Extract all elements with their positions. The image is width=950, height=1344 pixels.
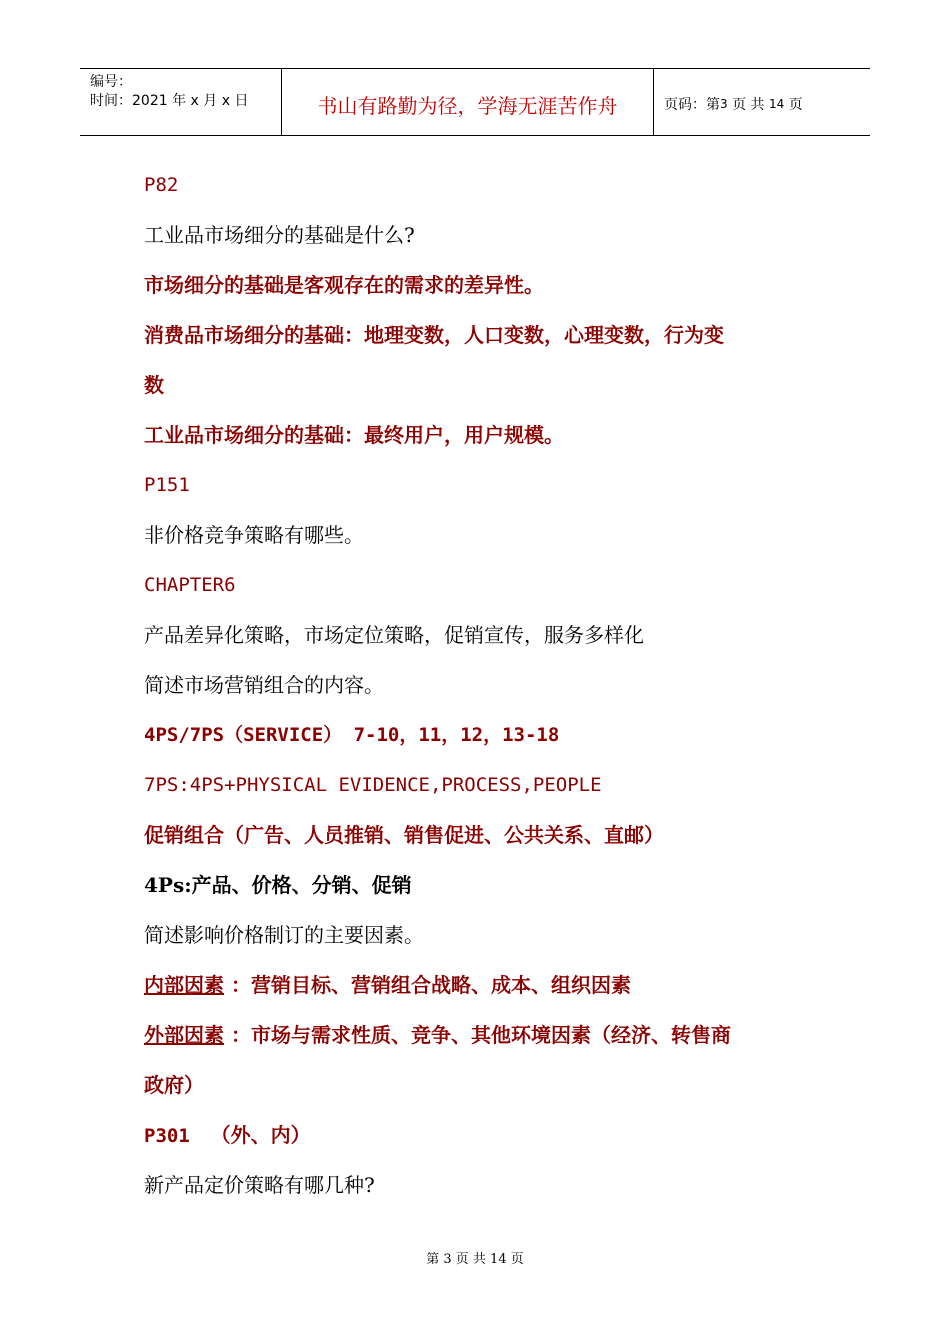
page-total: 14 xyxy=(769,97,785,111)
page-prefix: 页码：第 xyxy=(664,97,720,113)
question-text: 非价格竞争策略有哪些。 xyxy=(144,523,364,547)
header-motto: 书山有路勤为径，学海无涯苦作舟 xyxy=(282,69,654,135)
document-body xyxy=(144,160,814,1210)
time-label: 时间：2021 年 x 月 x 日 xyxy=(90,93,249,109)
answer-text: 数 xyxy=(144,373,164,397)
answer-text: 工业品市场细分的基础：最终用户，用户规模。 xyxy=(144,423,564,447)
chapter-ref: CHAPTER6 xyxy=(144,574,236,596)
answer-line-external xyxy=(144,1010,814,1060)
question-text: 新产品定价策略有哪几种? xyxy=(144,1173,375,1197)
page-ref-p151: P151 xyxy=(144,474,190,496)
answer-line-internal xyxy=(144,960,814,1010)
answer-plain-text: 产品差异化策略，市场定位策略，促销宣传，服务多样化 xyxy=(144,623,644,647)
page-ref-p82: P82 xyxy=(144,174,179,196)
question-text: 简述市场营销组合的内容。 xyxy=(144,673,384,697)
answer-text: 市场细分的基础是客观存在的需求的差异性。 xyxy=(144,273,544,297)
header-meta xyxy=(80,69,282,135)
page-ref-p301-num: P301 xyxy=(144,1125,190,1147)
answer-text: 促销组合（广告、人员推销、销售促进、公共关系、直邮） xyxy=(144,823,664,847)
page-ref-p301 xyxy=(144,1110,814,1160)
answer-text: 4PS/7PS（SERVICE） 7-10，11，12，13-18 xyxy=(144,724,560,746)
page-suffix: 页 xyxy=(788,97,803,113)
internal-factors-text: ：营销目标、营销组合战略、成本、组织因素 xyxy=(224,973,631,997)
page-footer: 第 3 页 共 14 页 xyxy=(426,1252,524,1267)
header-page-number xyxy=(654,69,870,135)
answer-text: 消费品市场细分的基础：地理变数，人口变数，心理变数，行为变 xyxy=(144,323,724,347)
code-label: 编号： xyxy=(90,74,132,90)
external-factors-label: 外部因素 xyxy=(144,1023,224,1047)
answer-text: 政府） xyxy=(144,1073,204,1097)
page-mid: 页 共 xyxy=(732,97,765,113)
answer-text: 7PS:4PS+PHYSICAL EVIDENCE,PROCESS,PEOPLE xyxy=(144,774,602,796)
answer-text-black: 4Ps:产品、价格、分销、促销 xyxy=(144,873,412,897)
internal-factors-label: 内部因素 xyxy=(144,973,224,997)
page-header xyxy=(80,68,870,136)
page-ref-p301-note: （外、内） xyxy=(210,1123,311,1147)
external-factors-text: ：市场与需求性质、竞争、其他环境因素（经济、转售商 xyxy=(224,1023,731,1047)
page-num: 3 xyxy=(720,97,728,111)
question-text: 工业品市场细分的基础是什么? xyxy=(144,223,415,247)
question-text: 简述影响价格制订的主要因素。 xyxy=(144,923,424,947)
